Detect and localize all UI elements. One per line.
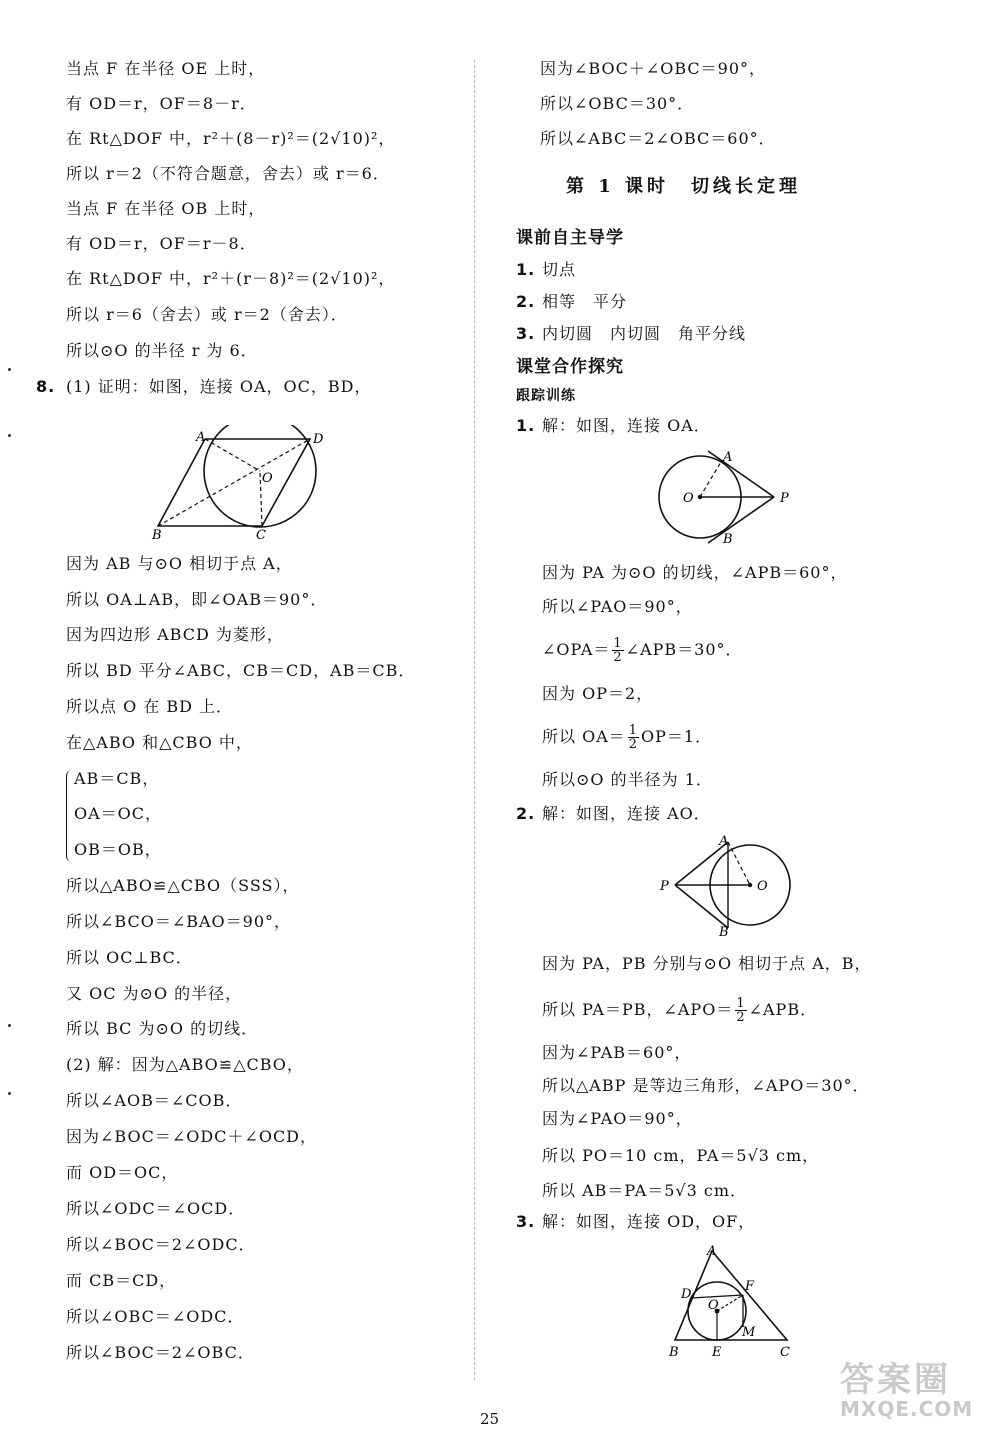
text-line: 在 Rt△DOF 中，r²＋(r－8)²＝(2√10)²， <box>66 269 396 288</box>
tangent-figure-2 <box>655 833 805 938</box>
section-heading: 课前自主导学 <box>516 228 624 248</box>
text-line: 在△ABO 和△CBO 中， <box>66 733 253 752</box>
text-line: 所以 OA⊥AB，即∠OAB＝90°． <box>66 590 328 609</box>
text-line: 而 OD＝OC， <box>66 1163 179 1182</box>
text-line: 因为∠PAB＝60°， <box>542 1043 692 1062</box>
fraction <box>628 724 639 751</box>
text-line: 所以⊙O 的半径为 1． <box>542 770 713 789</box>
margin-mark <box>8 1024 11 1027</box>
figure-label-b: B <box>719 925 729 938</box>
text-line: 所以∠ODC＝∠OCD． <box>66 1199 246 1218</box>
section-title: 第 1 课时 切线长定理 <box>566 176 802 197</box>
text-line: 所以∠ABC＝2∠OBC＝60°． <box>540 129 776 148</box>
figure-label-o: O <box>262 471 273 486</box>
fraction-numerator: 1 <box>628 723 639 738</box>
question-number: 2. <box>516 804 536 823</box>
question-number: 3. <box>516 1212 536 1231</box>
text-line: 当点 F 在半径 OB 上时， <box>66 199 266 218</box>
text-line: 所以 BD 平分∠ABC，CB＝CD，AB＝CB． <box>66 661 416 680</box>
watermark-logo-text: 答案圈 <box>840 1360 951 1400</box>
figure-label-a: A <box>196 430 206 445</box>
section-heading: 课堂合作探究 <box>516 357 624 377</box>
text-line: 解：如图，连接 OD，OF， <box>542 1212 756 1231</box>
fraction <box>735 997 746 1024</box>
text-line: AB＝CB， <box>74 769 160 788</box>
figure-label-o: O <box>708 1298 719 1313</box>
text-line: 所以 BC 为⊙O 的切线． <box>66 1019 259 1038</box>
text-line: (1) 证明：如图，连接 OA，OC，BD， <box>66 377 372 396</box>
figure-label-o: O <box>757 879 768 894</box>
text-line: 所以∠OBC＝30°． <box>540 94 695 113</box>
text-line: 当点 F 在半径 OE 上时， <box>66 59 266 78</box>
text-line: 所以 r＝6（舍去）或 r＝2（舍去）． <box>66 305 348 324</box>
text-fragment: 所以 OA＝ <box>542 727 626 746</box>
watermark <box>840 1352 973 1421</box>
text-line: 又 OC 为⊙O 的半径， <box>66 984 243 1003</box>
figure-label-f: F <box>745 1279 755 1294</box>
figure-label-d: D <box>313 432 324 447</box>
text-line: 有 OD＝r，OF＝r－8． <box>66 234 257 253</box>
fraction-numerator: 1 <box>613 636 623 651</box>
text-line: 因为∠PAO＝90°， <box>542 1109 693 1128</box>
tangent-figure-1 <box>650 445 800 550</box>
figure-label-a: A <box>719 834 729 849</box>
text-line: 解：如图，连接 AO． <box>542 804 711 823</box>
text-line: 所以△ABO≌△CBO（SSS）， <box>66 876 300 895</box>
text-line: 有 OD＝r，OF＝8－r． <box>66 94 257 113</box>
fraction-denominator: 2 <box>628 737 639 752</box>
text-line: 所以⊙O 的半径 r 为 6． <box>66 341 258 360</box>
figure-label-p: P <box>780 491 789 506</box>
figure-label-a: A <box>723 450 733 465</box>
page-number: 25 <box>480 1410 500 1428</box>
answer-text: 内切圆 内切圆 角平分线 <box>542 324 747 343</box>
figure-label-a: A <box>707 1244 717 1259</box>
text-line: 所以点 O 在 BD 上． <box>66 697 234 716</box>
text-fragment: OP＝1． <box>641 727 713 746</box>
figure-label-m: M <box>742 1325 756 1340</box>
text-line: 因为 PA，PB 分别与⊙O 相切于点 A，B， <box>542 954 872 973</box>
fraction-denominator: 2 <box>736 1010 746 1025</box>
text-fragment: 所以 PA＝PB，∠APO＝ <box>542 1000 734 1019</box>
text-line <box>542 997 817 1024</box>
text-line: 所以 AB＝PA＝5√3 cm． <box>542 1181 748 1200</box>
margin-mark <box>8 434 11 437</box>
text-line: 所以 OC⊥BC． <box>66 948 193 967</box>
figure-label-c: C <box>256 528 266 543</box>
incircle-triangle-figure <box>662 1243 797 1361</box>
text-line <box>542 637 743 664</box>
figure-label-d: D <box>681 1287 692 1302</box>
text-fragment: ∠OPA＝ <box>542 640 611 659</box>
margin-mark <box>8 368 11 371</box>
text-line: 所以∠BCO＝∠BAO＝90°， <box>66 912 292 931</box>
text-line: 因为 OP＝2， <box>542 684 654 703</box>
text-line: 所以∠BOC＝2∠OBC． <box>66 1343 255 1362</box>
item-number: 1. <box>516 260 536 279</box>
text-line: 所以∠BOC＝2∠ODC． <box>66 1235 256 1254</box>
figure-label-p: P <box>660 879 669 894</box>
figure-label-b: B <box>723 532 733 547</box>
text-line: 解：如图，连接 OA． <box>542 416 711 435</box>
text-line: (2) 解：因为△ABO≌△CBO， <box>66 1055 304 1074</box>
fraction-denominator: 2 <box>613 650 623 665</box>
item-number: 3. <box>516 324 536 343</box>
text-line: 因为 PA 为⊙O 的切线，∠APB＝60°， <box>542 563 848 582</box>
text-line: 所以 PO＝10 cm，PA＝5√3 cm， <box>542 1146 820 1165</box>
text-line: 因为∠BOC＋∠OBC＝90°， <box>540 59 767 78</box>
text-line: 因为∠BOC＝∠ODC＋∠OCD， <box>66 1127 318 1146</box>
watermark-url: MXQE.COM <box>840 1397 974 1421</box>
text-line: 而 CB＝CD， <box>66 1271 177 1290</box>
rhombus-circle-figure <box>150 425 335 545</box>
item-number: 2. <box>516 292 536 311</box>
text-line: OB＝OB， <box>74 840 162 859</box>
figure-label-b: B <box>669 1345 679 1360</box>
subsection-heading: 跟踪训练 <box>516 388 576 404</box>
text-fragment: ∠APB． <box>748 1000 818 1019</box>
text-line: OA＝OC， <box>74 804 163 823</box>
text-line: 因为 AB 与⊙O 相切于点 A， <box>66 554 293 573</box>
text-line <box>542 724 712 751</box>
text-line: 所以△ABP 是等边三角形，∠APO＝30°． <box>542 1076 870 1095</box>
answer-text: 相等 平分 <box>542 292 628 311</box>
question-number: 8. <box>36 377 56 396</box>
question-number: 1. <box>516 416 536 435</box>
margin-mark <box>8 1092 11 1095</box>
text-line: 所以 r＝2（不符合题意，舍去）或 r＝6． <box>66 164 390 183</box>
figure-label-c: C <box>780 1345 790 1360</box>
text-line: 因为四边形 ABCD 为菱形， <box>66 625 284 644</box>
text-line: 所以∠OBC＝∠ODC． <box>66 1307 245 1326</box>
text-fragment: ∠APB＝30°． <box>625 640 743 659</box>
figure-label-b: B <box>152 528 162 543</box>
column-divider <box>474 60 475 1380</box>
fraction <box>612 637 623 664</box>
figure-label-o: O <box>683 491 694 506</box>
answer-text: 切点 <box>542 260 577 279</box>
figure-label-e: E <box>712 1345 722 1360</box>
text-line: 所以∠AOB＝∠COB． <box>66 1091 243 1110</box>
text-line: 在 Rt△DOF 中，r²＋(8－r)²＝(2√10)²， <box>66 129 396 148</box>
fraction-numerator: 1 <box>736 996 746 1011</box>
text-line: 所以∠PAO＝90°， <box>542 597 693 616</box>
